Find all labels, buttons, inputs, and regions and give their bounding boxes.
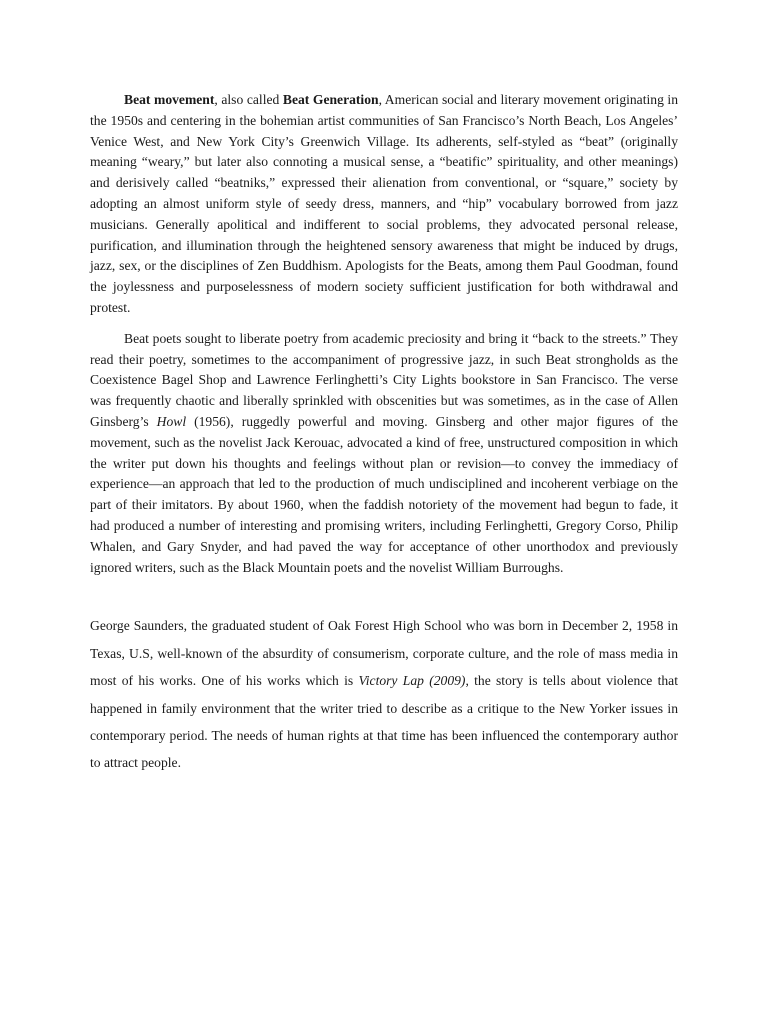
term-beat-generation: Beat Generation bbox=[282, 92, 379, 107]
paragraph-beat-movement bbox=[90, 90, 678, 319]
paragraph-beat-poets bbox=[90, 329, 678, 579]
title-victory-lap: Victory Lap (2009) bbox=[358, 673, 466, 689]
paragraph-text: , the story is tells about violence that happened in family environment that the writer tried to describe as a critique to the New Yorker issues in contemporary period. The needs of human rights at that time has been influenced the contemporary author to attract people. bbox=[90, 673, 678, 771]
document-page bbox=[90, 90, 678, 777]
paragraph-text: , American social and literary movement originating in the 1950s and centering in the bohemian artist communities of San Francisco’s North Beach, Los Angeles’ Venice West, and New York City’s Greenwich Village. Its adherents, self-styled as “beat” (originally meaning “weary,” but later also connoting a musical sense, a “beatific” spirituality, and other meanings) and derisively called “beatniks,” expressed their alienation from conventional, or “square,” society by adopting an almost uniform style of seedy dress, manners, and “hip” vocabulary borrowed from jazz musicians. Generally apolitical and indifferent to social problems, they advocated personal release, purification, and illumination through the heightened sensory awareness that might be induced by drugs, jazz, sex, or the disciplines of Zen Buddhism. Apologists for the Beats, among them Paul Goodman, found the joylessness and purposelessness of modern society sufficient justification for both withdrawal and protest. bbox=[90, 92, 679, 315]
paragraph-text: George Saunders, the graduated student of Oak Forest High School who was born in December 2, 1958 in Texas, U.S, well-known of the absurdity of consumerism, corporate culture, and the role of mass media in most of his works. One of his works which is bbox=[90, 618, 678, 689]
paragraph-text: (1956), ruggedly powerful and moving. Ginsberg and other major figures of the movement, such as the novelist Jack Kerouac, advocated a kind of free, unstructured composition in which the writer put down his thoughts and feelings without plan or revision—to convey the immediacy of experience—an approach that led to the production of much undisciplined and incoherent verbiage on the part of their imitators. By about 1960, when the faddish notoriety of the movement had begun to fade, it had produced a number of interesting and promising writers, including Ferlinghetti, Gregory Corso, Philip Whalen, and Gary Snyder, and had paved the way for acceptance of other unorthodox and previously ignored writers, such as the Black Mountain poets and the novelist William Burroughs. bbox=[90, 413, 678, 575]
paragraph-text: , also called bbox=[214, 92, 283, 107]
title-howl: Howl bbox=[156, 413, 187, 429]
paragraph-george-saunders bbox=[90, 612, 678, 776]
paragraph-gap bbox=[90, 578, 678, 612]
term-beat-movement: Beat movement bbox=[124, 92, 215, 107]
paragraph-text: Beat poets sought to liberate poetry from academic preciosity and bring it “back to the streets.” They read their poetry, sometimes to the accompaniment of progressive jazz, in such Beat strongholds as the Coexistence Bagel Shop and Lawrence Ferlinghetti’s City Lights bookstore in San Francisco. The verse was frequently chaotic and liberally sprinkled with obscenities but was sometimes, as in the case of Allen Ginsberg’s bbox=[90, 330, 678, 429]
